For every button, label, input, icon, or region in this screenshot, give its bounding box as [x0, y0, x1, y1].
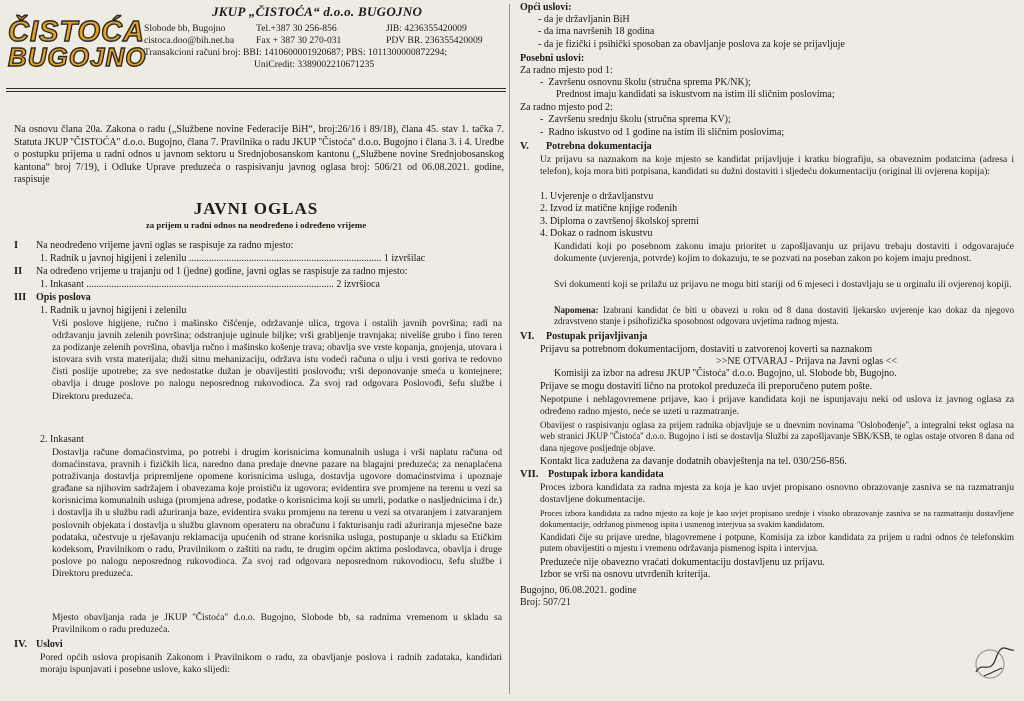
section-number: II — [14, 266, 23, 277]
document-subtitle: za prijem u radni odnos na neodređeno i određeno vrijeme — [145, 220, 367, 230]
selection-paragraph-3: Kandidati čije su prijave uredne, blagovremene i potpune, Komisija za izbor kandidata za prijem u radni odnos će telefonskim putem obavijestiti o mjestu i vremenu održavanja pismenog ispita i intervjua. — [540, 532, 1014, 554]
condition-item: Prednost imaju kandidati sa iskustvom na istim ili sličnim poslovima; — [556, 89, 835, 100]
subsection-title: 2. Inkasant — [40, 434, 84, 445]
application-text: Prijavu sa potrebnom dokumentacijom, dostaviti u zatvorenoj koverti sa naznakom — [540, 344, 873, 355]
section-heading: Uslovi — [36, 639, 63, 650]
job-description-1: Vrši poslove higijene, ručno i mašinsko čišćenje, održavanje ulica, trgova i ostalih javnih površina; radi na održavanju javnih zelenih površina; odstranjuje uginule biljke; vrši grabljenje travnjaka; niveliše grubo i fino teren za podizanje zelenih površina, obavlja ručno i mašinsko košenje trava; obavlja sve vrste kopanja, gnojenja, utovara i istovara svih vrsta materijala; duži sitnu mehanizaciju, održava istu vodeći računa o ulju i vrsti goriva te redovno čisti poslije upotrebe; za sve nedostatke dužan je obavijestiti poslovođu; vrši deponovanje smeća u kontejnere; obavlja i druge poslove po nalogu neposrednog rukovodioca. Za svoj rad odgovara Poslovođi, šefu službe i Direktoru preduzeća. — [52, 318, 502, 402]
documents-age-paragraph: Svi dokumenti koji se prilažu uz prijavu ne mogu biti stariji od 6 mjeseci i dostavljaju se u orginalu ili ovjerenoj kopiji. — [554, 279, 1012, 290]
intro-paragraph: Na osnovu člana 20a. Zakona o radu („Službene novine Federacije BiH“, broj:26/16 i 89/18), člana 45. stav 1. tačka 7. Statuta JKUP ''ČISTOĆA'' d.o.o. Bugojno, člana 7. Pravilnika o radu JKUP ''Čistoća'' d.o.o. Bugojno i člana 3. i 4. Uredbe o postupku prijema u radni odnos u javnom sektoru u Srednjobosanskom kantonu („Službene novine Srednjobosanskog kantona“ broj 7/19), i Odluke Uprave preduzeća o raspisivanju javnog oglasa broj: 506/21 od 06.08.2021. godine, raspisuje — [14, 124, 504, 186]
company-name: JKUP „ČISTOĆA“ d.o.o. BUGOJNO — [212, 4, 423, 19]
document-item: 2. Izvod iz matične knjige rođenih — [540, 203, 678, 214]
signature-stamp — [972, 642, 1016, 682]
right-column — [516, 2, 1018, 698]
incomplete-applications-paragraph: Nepotpune i neblagovremene prijave, kao i prijave kandidata koji ne ispunjavaju neki od uslova iz javnog oglasa za određeno radno mjesto, neće se uzeti u razmatranje. — [540, 394, 1014, 418]
document-title: JAVNI OGLAS — [193, 199, 319, 218]
company-jib: JIB: 4236355420009 — [386, 23, 467, 34]
general-condition-text: da je fizički i psihički sposoban za obavljanje poslova za koje se prijavljuje — [543, 39, 845, 50]
committee-address: Komisiji za izbor na adresu JKUP ''Čistoća'' d.o.o. Bugojno, ul. Slobode bb, Bugojno. — [554, 368, 897, 379]
documentation-intro: Uz prijavu sa naznakom na koje mjesto se kandidat prijavljuje i kratku biografiju, sa obaveznim podatcima (adresa i telefon), koja mora biti potpisana, kandidati su dužni dostaviti i sljedeću dokumentaciju (original ili ovjerena kopija): — [540, 154, 1014, 178]
selection-paragraph-5: Izbor se vrši na osnovu utvrđenih kriterija. — [540, 569, 711, 580]
company-accounts: Transakcioni računi broj: BBI: 1410600001920687; PBS: 1011300000872294; — [144, 47, 448, 58]
company-address: Slobode bb, Bugojno — [144, 23, 226, 34]
column-divider — [509, 4, 510, 694]
position-item: 1. Inkasant ................................................................................................... 2 izvršioca — [40, 279, 380, 290]
condition-item: - Završenu osnovnu školu (stručna sprema PK/NK); — [540, 77, 751, 88]
condition-item: - Radno iskustvo od 1 godine na istim ili sličnim poslovima; — [540, 127, 785, 138]
delivery-paragraph: Prijave se mogu dostaviti lično na protokol preduzeća ili preporučeno putem pošte. — [540, 381, 873, 392]
header-divider-2 — [6, 91, 506, 92]
general-condition: - da je državljanin BiH — [538, 14, 630, 25]
company-unicredit: UniCredit: 3389002210671235 — [254, 59, 375, 70]
general-condition-text: da je državljanin BiH — [543, 14, 630, 25]
note-text: Izabrani kandidat će biti u obavezi u roku od 8 dana dostaviti ljekarsko uvjerenje kao dokaz da njegovo zdravstveno stanje i psihofizička sposobnost odgovara uvjetima radnog mjesta. — [554, 305, 1015, 327]
logo-text-line1: ČISTOĆA — [8, 16, 145, 48]
note-label: Napomena: — [554, 305, 599, 315]
position-2-conditions-title: Za radno mjesto pod 2: — [520, 102, 613, 113]
envelope-label: >>NE OTVARAJ - Prijava na Javni oglas << — [716, 356, 897, 367]
position-1-conditions-title: Za radno mjesto pod 1: — [520, 65, 613, 76]
position-name: 1. Radnik u javnoj higijeni i zelenilu — [40, 253, 187, 264]
document-item: 3. Diploma o završenoj školskoj spremi — [540, 216, 699, 227]
section-text: Na određeno vrijeme u trajanju od 1 (jedne) godine, javni oglas se raspisuje za radno mjesto: — [36, 266, 408, 277]
selection-paragraph-2: Proces izbora kandidata za radno mjesto za koje je kao uvjet propisano srednje i visoko obrazovanje zasniva se na razmatranju dostavljene dokumentacije, održanog pismenog ispita i usmenog interjvua sa svakim kandidatom. — [540, 509, 1014, 529]
section-number: IV. — [14, 639, 27, 650]
position-count: 1 izvršilac — [383, 253, 426, 264]
position-name: 1. Inkasant — [40, 279, 84, 290]
work-place: Mjesto obavljanja rada je JKUP ''Čistoća'' d.o.o. Bugojno, Slobode bb, sa radnima vremenom u skladu sa Pravilnikom o radu preduzeća. — [52, 612, 502, 636]
company-pdv: PDV BR. 236355420009 — [386, 35, 483, 46]
condition-item: - Završenu srednju školu (stručna sprema KV); — [540, 114, 731, 125]
selection-paragraph-4: Preduzeće nije obavezno vraćati dokumentaciju dostavljenu uz prijavu. — [540, 557, 825, 568]
general-condition-text: da ima navršenih 18 godina — [543, 26, 655, 37]
section-heading: Postupak prijavljivanja — [546, 331, 648, 342]
section-heading: Potrebna dokumentacija — [546, 141, 652, 152]
company-email: cistoca.doo@bih.net.ba — [144, 35, 235, 46]
special-conditions-heading: Posebni uslovi: — [520, 53, 585, 64]
selection-paragraph-1: Proces izbora kandidata za radna mjesta za koja je kao uvjet propisano osnovno obrazovanje zasniva se na razmatranju dostavljene dokumentacije. — [540, 482, 1014, 506]
section-number: VII. — [520, 469, 539, 480]
document-date: Bugojno, 06.08.2021. godine — [520, 585, 637, 596]
general-condition: - da je fizički i psihički sposoban za obavljanje poslova za koje se prijavljuje — [538, 39, 845, 50]
company-tel: Tel.+387 30 256-856 — [256, 23, 337, 34]
left-column — [6, 2, 506, 698]
logo-text-line2: BUGOJNO — [8, 42, 147, 72]
position-item: 1. Radnik u javnoj higijeni i zelenilu ............................................................................. 1 izvršilac — [40, 253, 426, 264]
condition-text: Završenu srednju školu (stručna sprema KV); — [548, 114, 731, 125]
condition-text: Završenu osnovnu školu (stručna sprema PK/NK); — [548, 77, 751, 88]
contact-paragraph: Kontakt lica zadužena za davanje dodatnih obavještenja na tel. 030/256-856. — [540, 456, 847, 467]
section-heading: Postupak izbora kandidata — [548, 469, 664, 480]
company-logo — [8, 16, 147, 72]
header-divider — [6, 88, 506, 89]
section-text: Na neodređeno vrijeme javni oglas se raspisuje za radno mjesto: — [36, 240, 294, 251]
section-number: V. — [520, 141, 529, 152]
section-number: I — [14, 240, 19, 251]
section-heading: Opis poslova — [36, 292, 91, 303]
company-fax: Fax + 387 30 270-031 — [256, 35, 342, 46]
document-item: 4. Dokaz o radnom iskustvu — [540, 228, 653, 239]
job-description-2: Dostavlja račune domaćinstvima, po potrebi i drugim korisnicima komunalnih usluga i vrši naplatu računa od domaćinstava, pravnih i fizičkih lica, naredno dana predaje dnevne pazare na blagajni preduzeća; za nenaplaćena potraživanja dostavlja pripremljene opomene korisnicima usluga, dostavlja ugovore domaćinstvima i upoznaje građane sa njihovim sadržajem i obavezama koje proističu iz ugovora; evidentira sve promjene na terenu u vezi sa korisnicima komunalnih usluga (promjena adrese, podatke o korisnicima koji su umrli, podatke o nasljednicima i dr.) i dostavlja ih u službu radi ažuriranja baze, evidentira svaku promjenu na terenu u vezi sa otvaranjem i zatvaranjem poslovnih objekata i dostavlja u službu glavnom operateru na obračunu i fakturisanju radi ažuriranja mjesečne baze podataka, učestvuje u rješavanju reklamacija upućenih od strane korisnika usluga, postupanje u skladu sa Etičkim kodeksom, Pravilnikom o radu, Pravilnikom o zaštiti na radu, te drugim općim aktima poslodavca, obavlja i druge poslove po nalogu neposrednog rukovodioca. Za svoj rad odgovara neposrednom rukovodiocu, šefu službe i Direktoru preduzeća. — [52, 447, 502, 579]
section-number: III — [14, 292, 27, 303]
note-paragraph — [554, 305, 1014, 328]
publication-paragraph: Obavijest o raspisivanju oglasa za prijem radnika objavljuje se u dnevnim novinama ''Oslobođenje'', a integralni tekst oglasa na web stranici JKUP ''Čistoća'' d.o.o. Bugojno i isti se dostavlja Službi za zapošljavanje SBK/KSB, te oglas ostaje otvoren 8 dana od dana njegove posljednje objave. — [540, 420, 1014, 453]
general-conditions-heading: Opći uslovi: — [520, 2, 572, 13]
document-item: 1. Uvjerenje o državljanstvu — [540, 191, 654, 202]
document-number: Broj: 507/21 — [520, 597, 571, 608]
general-condition: - da ima navršenih 18 godina — [538, 26, 655, 37]
position-count: 2 izvršioca — [336, 279, 380, 290]
condition-text: Radno iskustvo od 1 godine na istim ili sličnim poslovima; — [548, 127, 785, 138]
section-number: VI. — [520, 331, 535, 342]
conditions-intro: Pored općih uslova propisanih Zakonom i Pravilnikom o radu, za obavljanje poslova i radnih zadataka, kandidati moraju ispunjavati i posebne uslove, kako slijedi: — [40, 652, 502, 676]
priority-paragraph: Kandidati koji po posebnom zakonu imaju prioritet u zapošljavanju uz prijavu trebaju dostaviti i odgovarajuće dokumente (uvjerenja, potvrde) kojim to dokazuju, te se pozvati na poseban zakon po kojem imaju prednost. — [554, 241, 1014, 265]
subsection-title: 1. Radnik u javnoj higijeni i zelenilu — [40, 305, 187, 316]
